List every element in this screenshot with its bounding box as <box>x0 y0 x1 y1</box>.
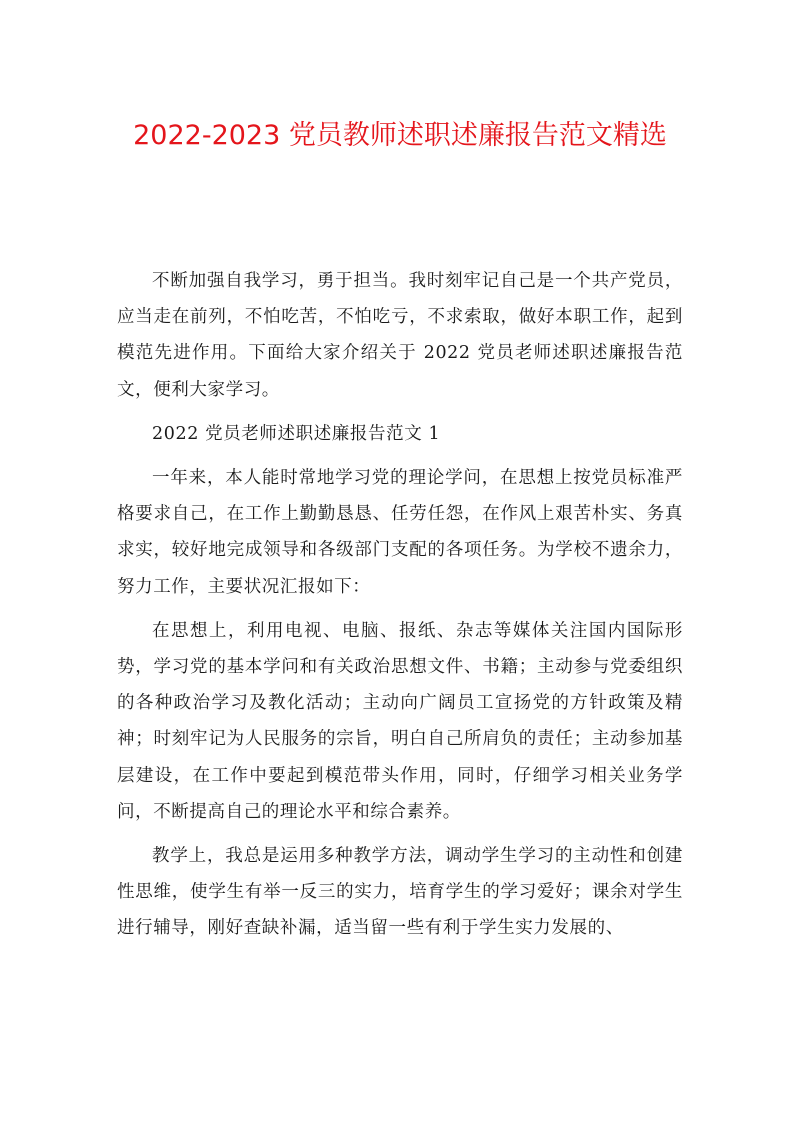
paragraph-summary: 一年来，本人能时常地学习党的理论学问，在思想上按党员标准严格要求自己，在工作上勤勤恳恳、任劳任怨，在作风上艰苦朴实、务真求实，较好地完成领导和各级部门支配的各项任务。为学校不遗余力，努力工作，主要状况汇报如下： <box>117 468 683 597</box>
document-title: 2022-2023 党员教师述职述廉报告范文精选 <box>133 120 667 151</box>
paragraph-teaching: 教学上，我总是运用多种教学方法，调动学生学习的主动性和创建性思维，使学生有举一反三的实力，培育学生的学习爱好；课余对学生进行辅导，刚好查缺补漏，适当留一些有利于学生实力发展的、 <box>117 846 683 939</box>
section-heading: 2022 党员老师述职述廉报告范文 1 <box>152 423 441 444</box>
paragraph-intro: 不断加强自我学习，勇于担当。我时刻牢记自己是一个共产党员，应当走在前列，不怕吃苦，不怕吃亏，不求索取，做好本职工作，起到模范先进作用。下面给大家介绍关于 2022 党员老师述职述廉报告范文，便利大家学习。 <box>117 271 683 400</box>
document-body <box>117 263 683 955</box>
paragraph-ideology: 在思想上，利用电视、电脑、报纸、杂志等媒体关注国内国际形势，学习党的基本学问和有关政治思想文件、书籍；主动参与党委组织的各种政治学习及教化活动；主动向广阔员工宣扬党的方针政策及精神；时刻牢记为人民服务的宗旨，明白自己所肩负的责任；主动参加基层建设，在工作中要起到模范带头作用，同时，仔细学习相关业务学问，不断提高自己的理论水平和综合素养。 <box>117 620 683 822</box>
